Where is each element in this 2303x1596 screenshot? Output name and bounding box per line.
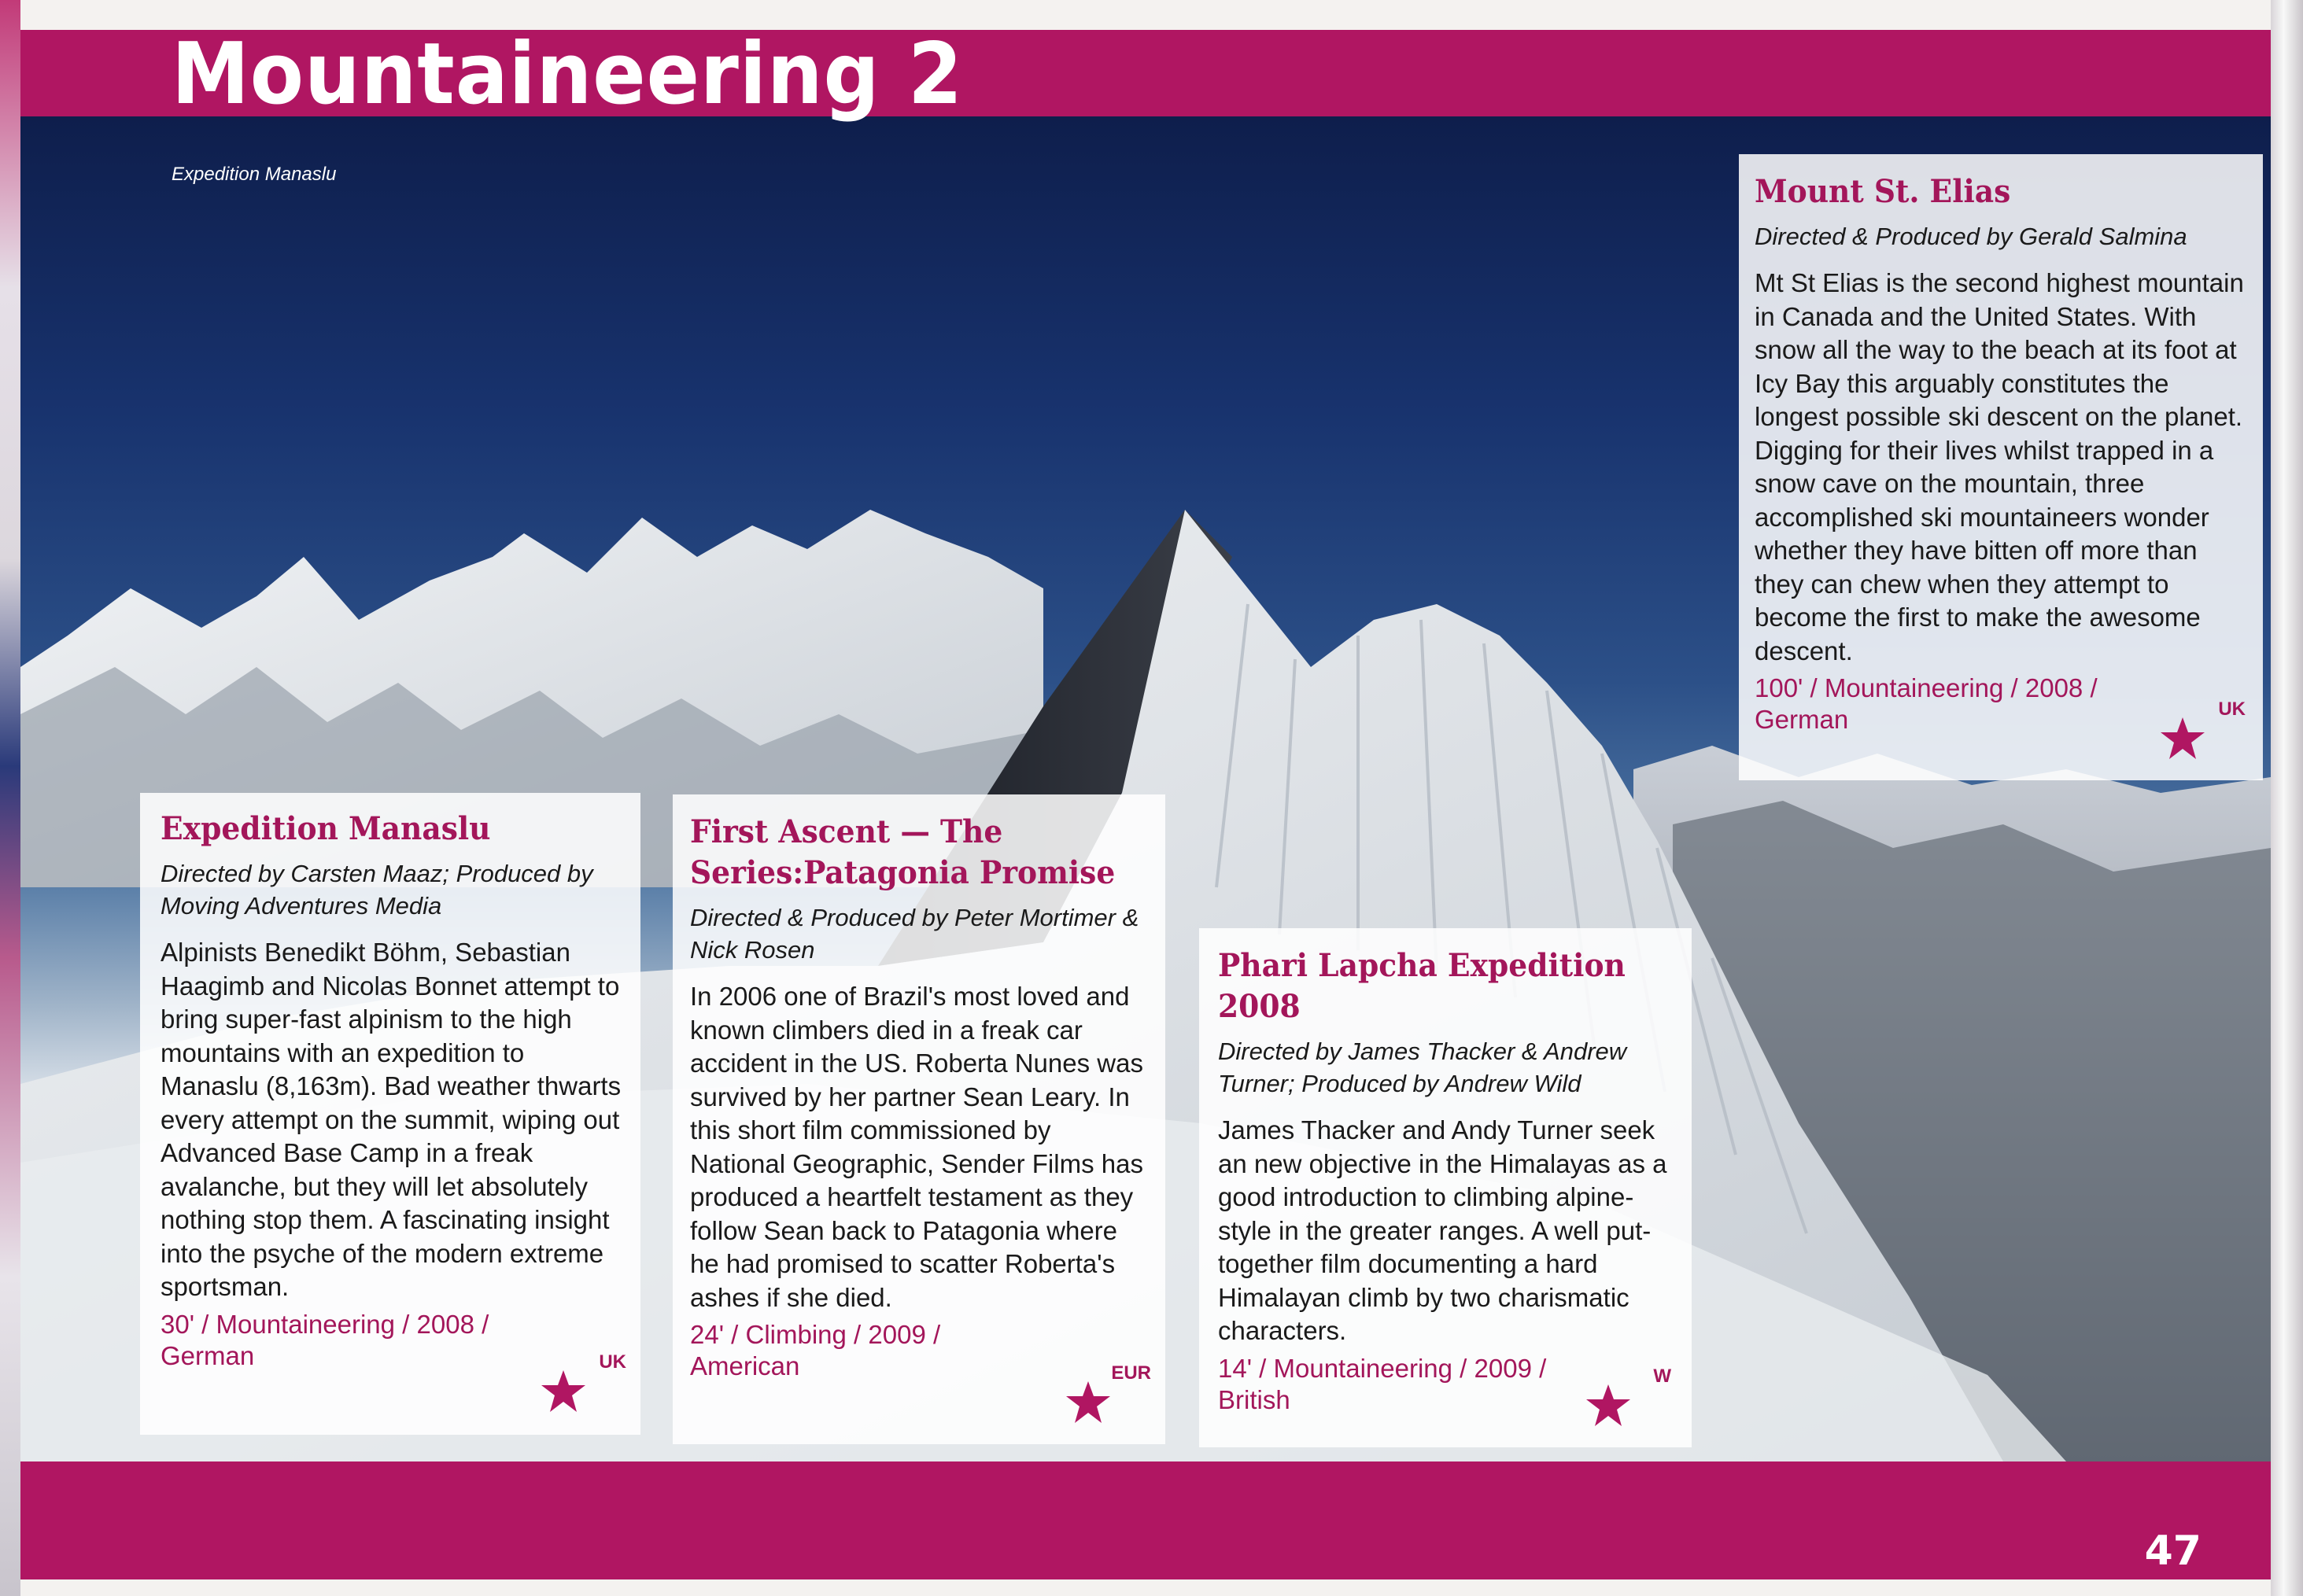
film-description: James Thacker and Andy Turner seek an new objective in the Himalayas as a good introduction to climbing alpine-style in the greater ranges. A well put-together film documenting a hard Himalayan climb by two charismatic characters. bbox=[1218, 1115, 1667, 1345]
film-credits: Directed & Produced by Gerald Salmina bbox=[1755, 223, 2187, 250]
star-icon bbox=[540, 1369, 587, 1414]
region-label: UK bbox=[599, 1351, 626, 1373]
film-credits: Directed & Produced by Peter Mortimer & Nick Rosen bbox=[690, 904, 1139, 964]
film-title: Phari Lapcha Expedition 2008 bbox=[1218, 947, 1626, 1025]
photo-caption: Expedition Manaslu bbox=[172, 164, 337, 185]
film-credits: Directed by James Thacker & Andrew Turner; Produced by Andrew Wild bbox=[1218, 1038, 1627, 1097]
film-description: Mt St Elias is the second highest mountain in Canada and the United States. With snow all the way to the beach at its foot at Icy Bay this arguably constitutes the longest possible ski descent on the planet. Digging for their lives whilst trapped in a snow cave on the mountain, three accomplished ski mountaineers wonder whether they have bitten off more than they can chew when they attempt to become the first to make the awesome descent. bbox=[1755, 268, 2244, 665]
film-panel-first-ascent bbox=[673, 794, 1165, 1444]
page-footer bbox=[20, 1461, 2271, 1579]
rating-badge bbox=[2159, 698, 2246, 761]
film-title: First Ascent — The Series:Patagonia Promise bbox=[690, 813, 1116, 891]
page-title: Mountaineering 2 bbox=[172, 25, 964, 123]
star-icon bbox=[2159, 716, 2206, 761]
rating-badge bbox=[1585, 1366, 1671, 1428]
region-label: EUR bbox=[1111, 1362, 1151, 1384]
film-title: Mount St. Elias bbox=[1755, 173, 2011, 210]
film-panel-mount-st-elias bbox=[1739, 154, 2263, 780]
region-label: W bbox=[1653, 1366, 1671, 1387]
film-credits: Directed by Carsten Maaz; Produced by Moving Adventures Media bbox=[161, 860, 593, 920]
page-header bbox=[20, 25, 2271, 123]
binding-edge bbox=[0, 0, 20, 1596]
region-label: UK bbox=[2218, 698, 2246, 720]
star-icon bbox=[1585, 1383, 1632, 1428]
paper-edge bbox=[2271, 0, 2303, 1596]
film-description: In 2006 one of Brazil's most loved and known climbers died in a freak car accident in the US. Roberta Nunes was survived by her partner Sean Leary. In this short film commissioned by National Geographic, Sender Films has produced a heartfelt testament as they follow Sean back to Patagonia where he had promised to scatter Roberta's ashes if she died. bbox=[690, 982, 1143, 1312]
film-meta: 14' / Mountaineering / 2009 / British bbox=[1218, 1353, 1547, 1414]
rating-badge bbox=[540, 1351, 626, 1414]
film-panel-expedition-manaslu bbox=[140, 793, 640, 1435]
rating-badge bbox=[1065, 1362, 1151, 1425]
film-description: Alpinists Benedikt Böhm, Sebastian Haagimb and Nicolas Bonnet attempt to bring super-fast alpinism to the high mountains with an expedition to Manaslu (8,163m). Bad weather thwarts every attempt on the summit, wiping out Advanced Base Camp in a freak avalanche, but they will let absolutely nothing stop them. A fascinating insight into the psyche of the modern extreme sportsman. bbox=[161, 938, 622, 1301]
film-meta: 100' / Mountaineering / 2008 / German bbox=[1755, 673, 2098, 734]
film-panel-phari-lapcha bbox=[1199, 928, 1692, 1447]
film-meta: 24' / Climbing / 2009 / American bbox=[690, 1320, 941, 1380]
film-meta: 30' / Mountaineering / 2008 / German bbox=[161, 1309, 489, 1370]
star-icon bbox=[1065, 1380, 1112, 1425]
film-title: Expedition Manaslu bbox=[161, 810, 491, 847]
page-number: 47 bbox=[2144, 1528, 2202, 1575]
